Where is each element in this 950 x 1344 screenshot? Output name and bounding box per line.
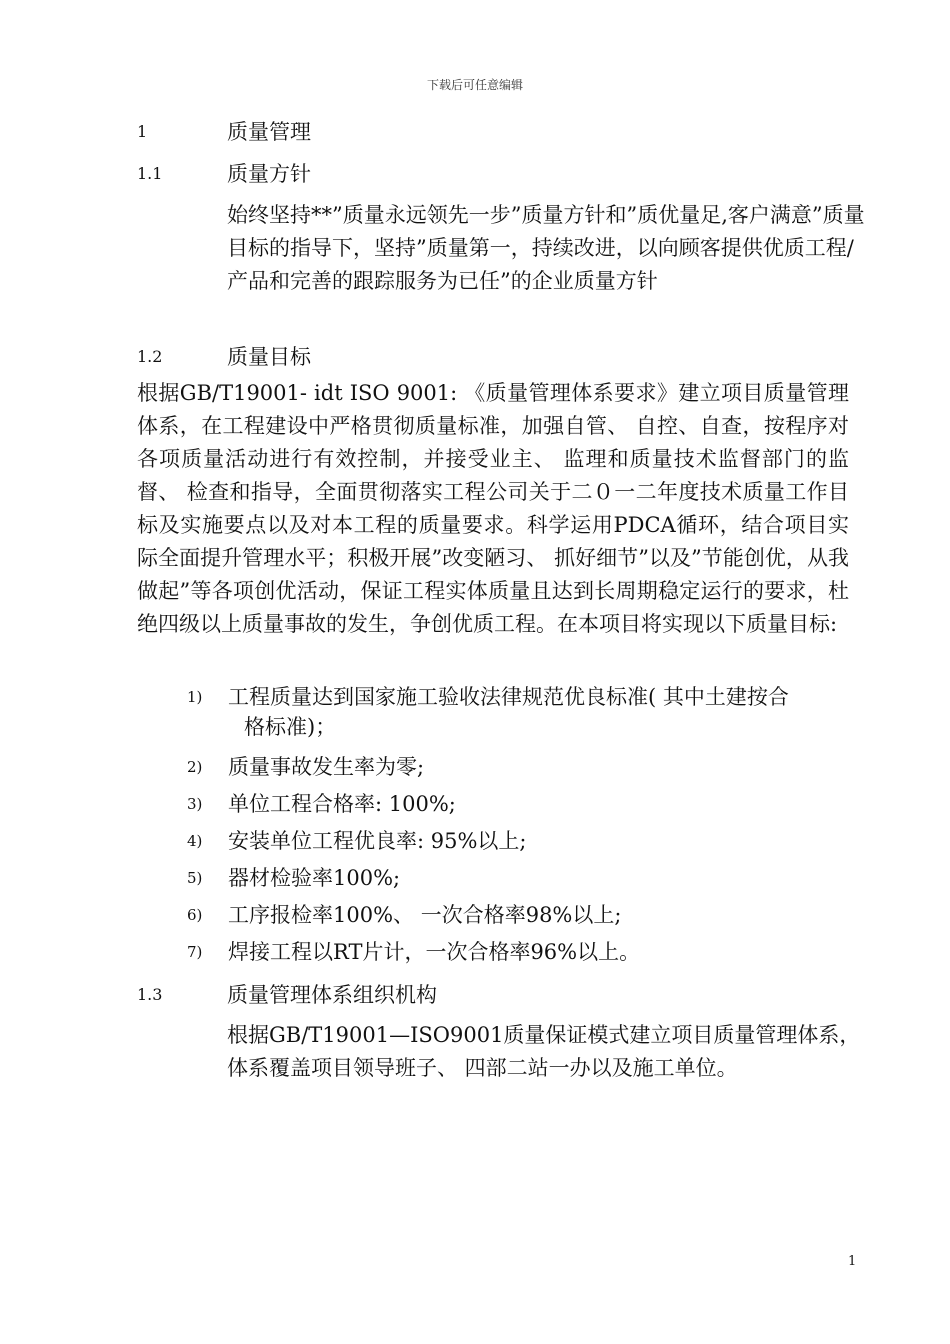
list-marker: 7): [187, 943, 203, 961]
section-number: 1.1: [137, 164, 163, 183]
quality-goals-paragraph: 根据GB/T19001- idt ISO 9001: 《质量管理体系要求》建立项目质量管理体系，在工程建设中严格贯彻质量标准，加强自管、 自控、自查，按程序对各项质量活动进行有效控制，并接受业主、 监理和质量技术监督部门的监督、 检查和指导，全面贯彻落实工程公司关于二０一二年度技术质量工作目标及实施要点以及对本工程的质量要求。科学运用PDCA循环，结合项目实际全面提升管理水平；积极开展”改变陋习、 抓好细节”以及”节能创优，从我做起”等各项创优活动，保证工程实体质量且达到长周期稳定运行的要求，杜绝四级以上质量事故的发生，争创优质工程。在本项目将实现以下质量目标:: [137, 381, 849, 636]
list-text: 焊接工程以RT片计，一次合格率96%以上。: [228, 940, 641, 964]
section-number: 1: [137, 122, 148, 141]
list-marker: 3): [187, 795, 203, 813]
list-marker: 4): [187, 832, 203, 850]
header-note: 下载后可任意编辑: [426, 78, 523, 92]
section-title: 质量管理体系组织机构: [227, 983, 437, 1007]
list-marker: 5): [187, 869, 203, 887]
section-title: 质量目标: [227, 345, 311, 369]
list-text: 安装单位工程优良率: 95%以上;: [228, 829, 527, 853]
section-title: 质量方针: [227, 162, 311, 186]
list-text: 单位工程合格率: 100%;: [228, 792, 456, 816]
list-marker: 2): [187, 758, 203, 776]
section-title: 质量管理: [227, 120, 311, 144]
quality-policy-paragraph: 始终坚持**”质量永远领先一步”质量方针和”质优量足,客户满意”质量目标的指导下，坚持”质量第一，持续改进，以向顾客提供优质工程/产品和完善的跟踪服务为已任”的企业质量方针: [227, 203, 865, 293]
page-number: 1: [848, 1254, 857, 1269]
list-text: 工序报检率100%、 一次合格率98%以上;: [228, 903, 622, 927]
org-structure-paragraph: 根据GB/T19001—ISO9001质量保证模式建立项目质量管理体系，体系覆盖项目领导班子、 四部二站一办以及施工单位。: [227, 1023, 861, 1080]
section-number: 1.2: [137, 347, 163, 366]
list-marker: 1): [187, 688, 203, 706]
list-text: 质量事故发生率为零;: [228, 755, 425, 779]
section-number: 1.3: [137, 985, 163, 1004]
list-marker: 6): [187, 906, 203, 924]
list-text: 器材检验率100%;: [228, 866, 401, 890]
list-text: 工程质量达到国家施工验收法律规范优良标准( 其中土建按合 格标准)；: [228, 685, 789, 739]
